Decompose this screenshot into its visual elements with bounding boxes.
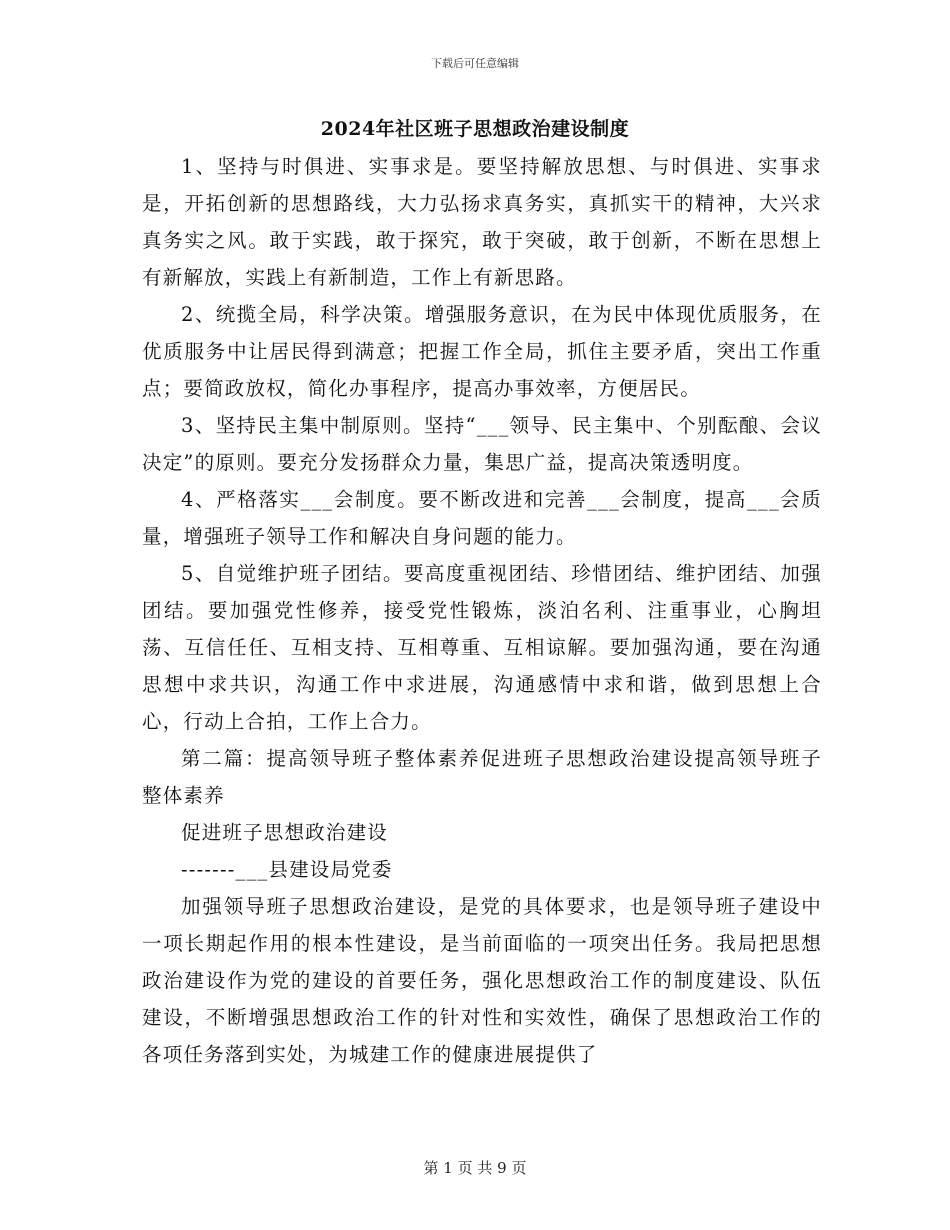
section-two-heading: 第二篇：提高领导班子整体素养促进班子思想政治建设提高领导班子整体素养 — [142, 747, 822, 807]
paragraph-4: 4、严格落实___会制度。要不断改进和完善___会制度，提高___会质量，增强班子领导工作和解决自身问题的能力。 — [142, 488, 822, 548]
paragraph-5: 5、自觉维护班子团结。要高度重视团结、珍惜团结、维护团结、加强团结。要加强党性修养，接受党性锻炼，淡泊名利、注重事业，心胸坦荡、互信任任、互相支持、互相尊重、互相谅解。要加强沟通，要在沟通思想中求共识，沟通工作中求进展，沟通感情中求和谐，做到思想上合心，行动上合拍，工作上合力。 — [142, 562, 822, 733]
page-indicator: 第 1 页 共 9 页 — [423, 1159, 527, 1177]
paragraph-3: 3、坚持民主集中制原则。坚持“___领导、民主集中、个别酝酿、会议决定”的原则。要充分发扬群众力量，集思广益，提高决策透明度。 — [142, 414, 822, 474]
document-body — [142, 148, 822, 1073]
document-title: 2024年社区班子思想政治建设制度 — [320, 118, 630, 140]
header-note: 下载后可任意编辑 — [431, 57, 519, 70]
paragraph-2: 2、统揽全局，科学决策。增强服务意识，在为民中体现优质服务，在优质服务中让居民得到满意；把握工作全局，抓住主要矛盾，突出工作重点；要简政放权，简化办事程序，提高办事效率，方便居民。 — [142, 303, 822, 400]
section-two-author: -------___县建设局党委 — [181, 858, 393, 881]
section-two-paragraph-1: 加强领导班子思想政治建设，是党的具体要求，也是领导班子建设中一项长期起作用的根本性建设，是当前面临的一项突出任务。我局把思想政治建设作为党的建设的首要任务，强化思想政治工作的制度建设、队伍建设，不断增强思想政治工作的针对性和实效性，确保了思想政治工作的各项任务落到实处，为城建工作的健康进展提供了 — [142, 895, 822, 1066]
section-two-subtitle: 促进班子思想政治建设 — [181, 821, 389, 844]
paragraph-1: 1、坚持与时俱进、实事求是。要坚持解放思想、与时俱进、实事求是，开拓创新的思想路线，大力弘扬求真务实，真抓实干的精神，大兴求真务实之风。敢于实践，敢于探究，敢于突破，敢于创新，不断在思想上有新解放，实践上有新制造，工作上有新思路。 — [142, 155, 822, 289]
